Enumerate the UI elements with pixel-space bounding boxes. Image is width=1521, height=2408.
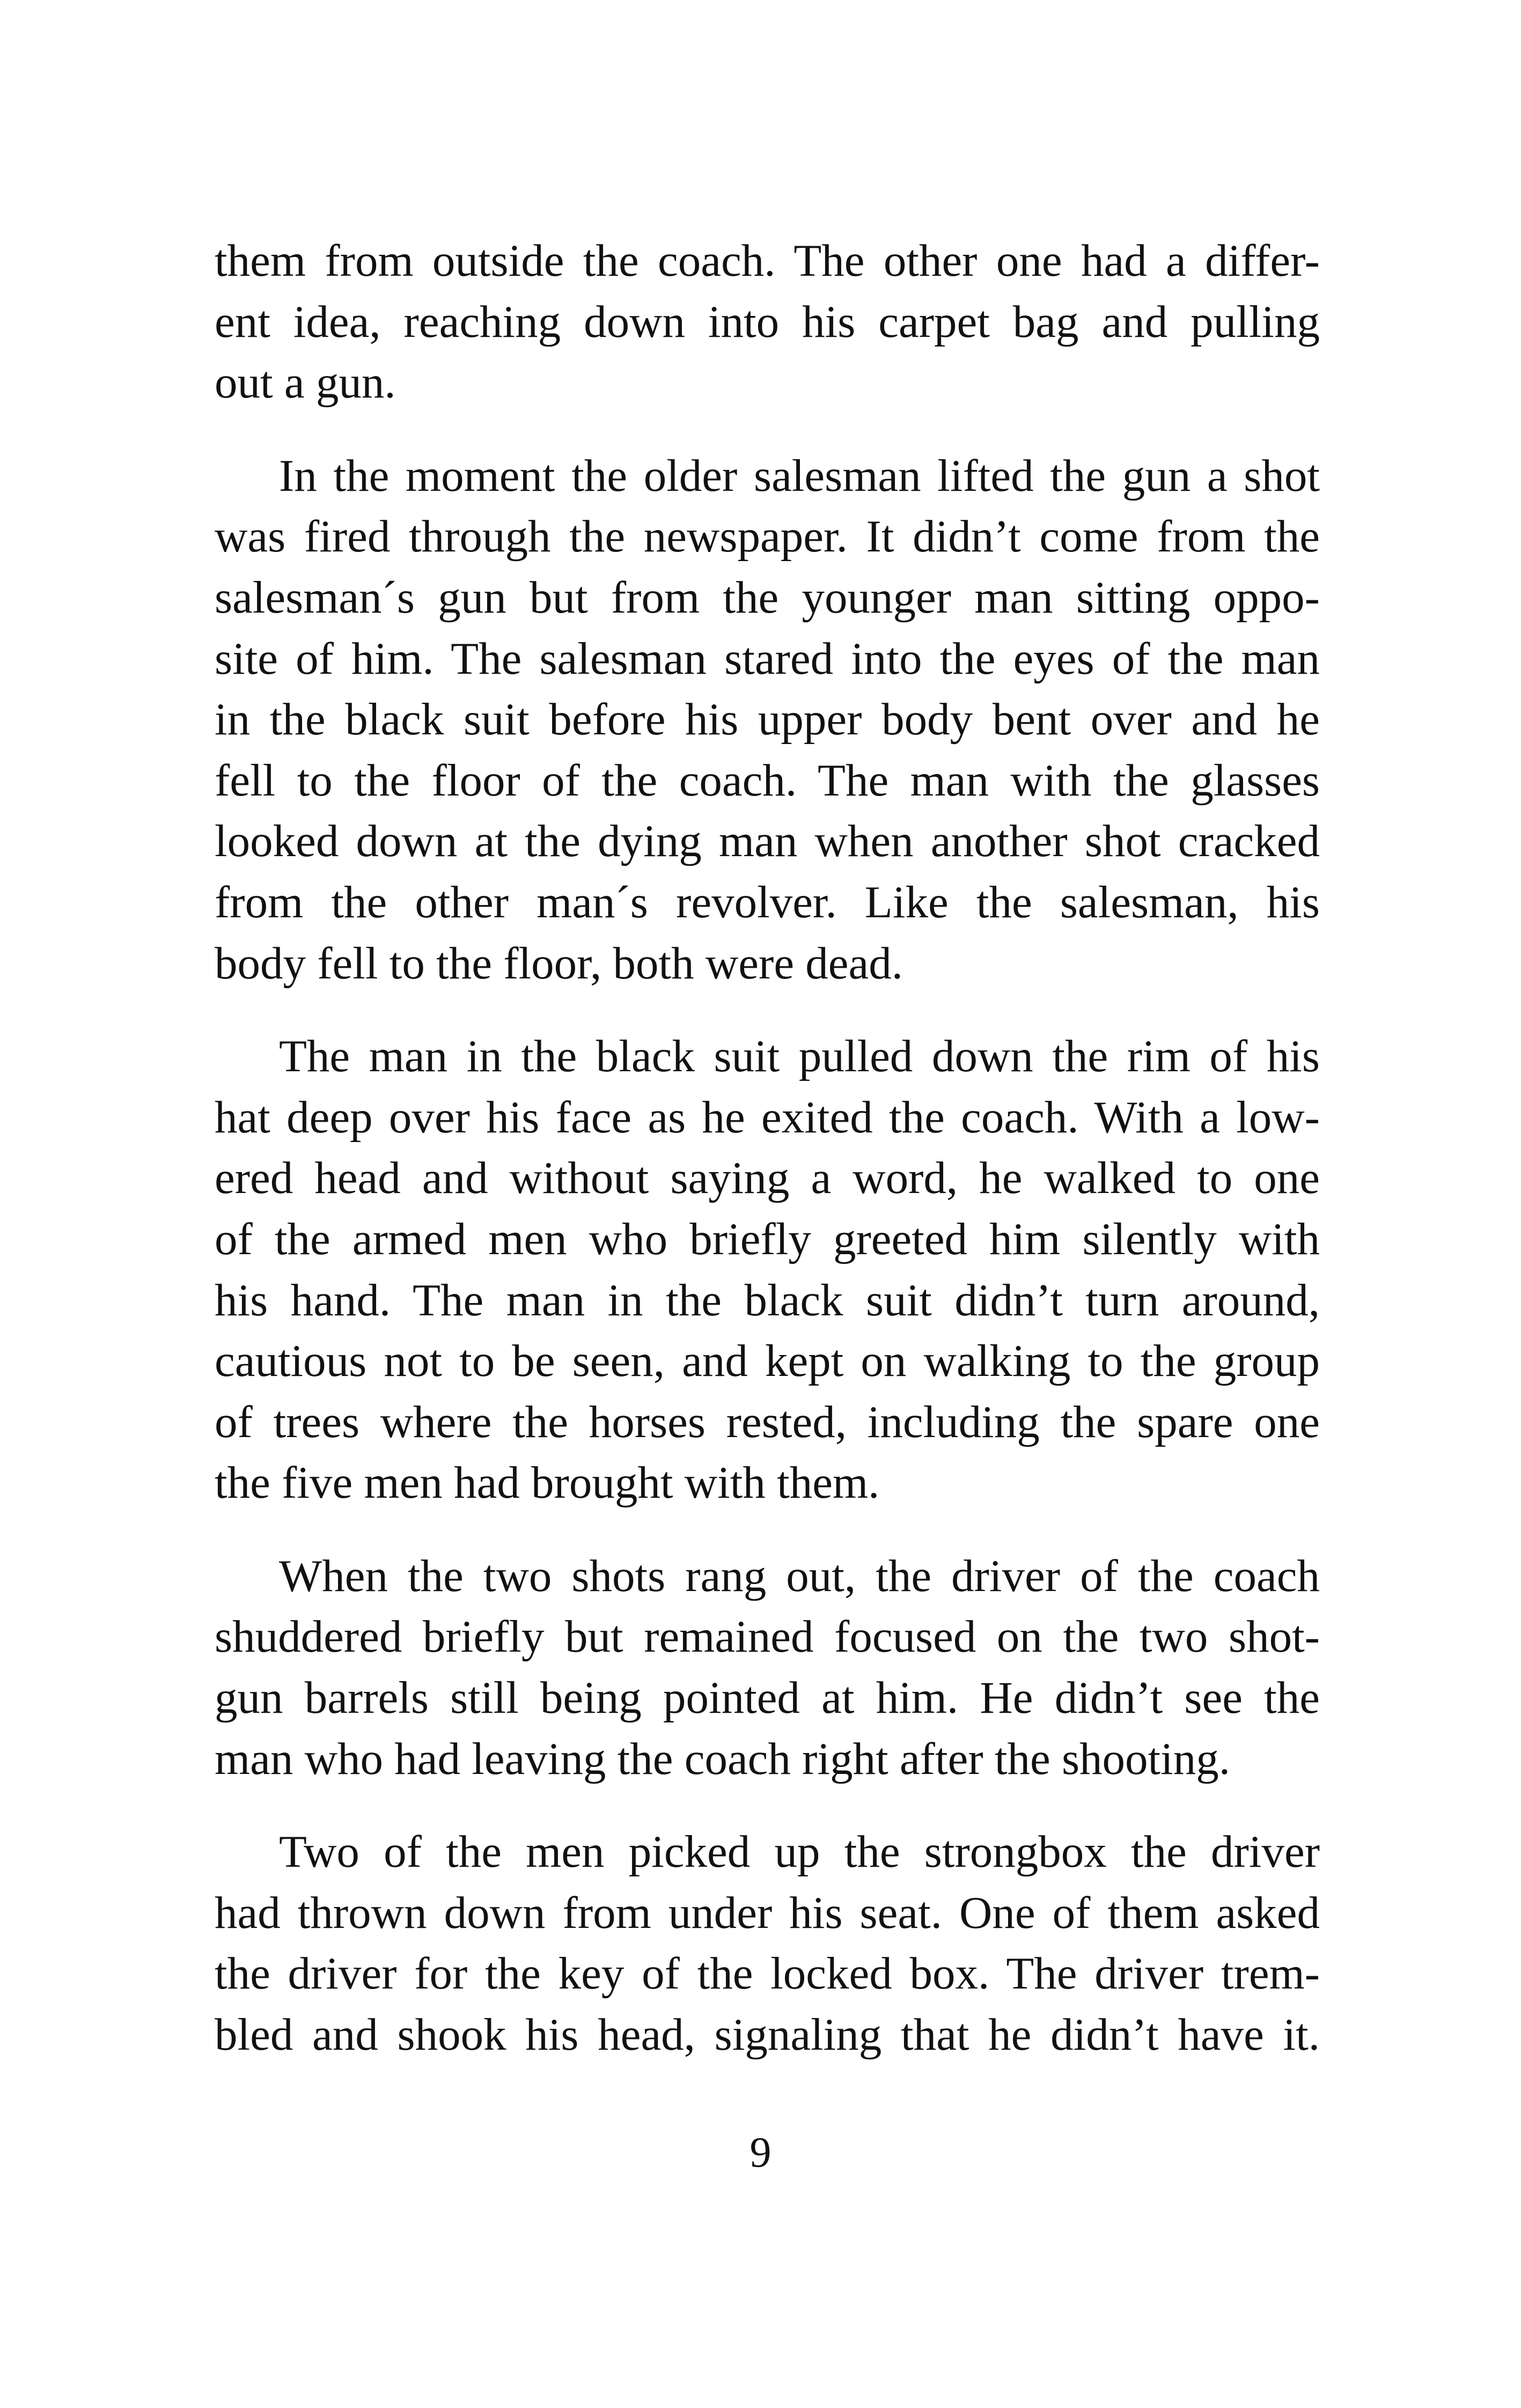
text-line: had thrown down from under his seat. One of them asked — [215, 1887, 1320, 1938]
text-line: ent idea, reaching down into his carpet bag and pulling — [215, 296, 1320, 347]
text-line: in the black suit before his upper body bent over and he — [215, 694, 1320, 745]
paragraph-3 — [215, 1026, 1320, 1514]
text-line: gun barrels still being pointed at him. He didn’t see the — [215, 1673, 1320, 1724]
text-line: When the two shots rang out, the driver of the coach — [279, 1550, 1320, 1601]
text-line: site of him. The salesman stared into the eyes of the man — [215, 633, 1320, 684]
text-line: was fired through the newspaper. It didn’t come from the — [215, 511, 1320, 562]
text-line: cautious not to be seen, and kept on walking to the group — [215, 1336, 1320, 1387]
paragraph-5 — [215, 1822, 1320, 2065]
text-line: out a gun. — [215, 357, 396, 408]
text-line: fell to the floor of the coach. The man with the glasses — [215, 755, 1320, 806]
paragraph-2 — [215, 446, 1320, 994]
paragraph-gap — [215, 994, 1320, 1026]
paragraph-gap — [215, 414, 1320, 446]
text-line: shuddered briefly but remained focused on the two shot- — [215, 1611, 1320, 1662]
paragraph-1 — [215, 231, 1320, 414]
text-line: ered head and without saying a word, he walked to one — [215, 1153, 1320, 1204]
body-text — [215, 231, 1320, 2066]
text-line: his hand. The man in the black suit didn’t turn around, — [215, 1275, 1320, 1325]
text-line: salesman´s gun but from the younger man sitting oppo- — [215, 572, 1320, 623]
page-number: 9 — [750, 2129, 771, 2176]
text-line: hat deep over his face as he exited the coach. With a low- — [215, 1092, 1320, 1143]
text-line: Two of the men picked up the strongbox the driver — [279, 1827, 1320, 1877]
text-line: them from outside the coach. The other one had a differ- — [215, 235, 1320, 286]
text-line: of trees where the horses rested, including the spare one — [215, 1396, 1320, 1447]
text-line: man who had leaving the coach right after the shooting. — [215, 1733, 1231, 1784]
paragraph-4 — [215, 1546, 1320, 1790]
text-line: of the armed men who briefly greeted him silently with — [215, 1213, 1320, 1264]
text-line: In the moment the older salesman lifted the gun a shot — [279, 450, 1320, 501]
paragraph-gap — [215, 1514, 1320, 1546]
paragraph-gap — [215, 1790, 1320, 1822]
text-line: looked down at the dying man when another shot cracked — [215, 816, 1320, 867]
text-line: the five men had brought with them. — [215, 1457, 880, 1508]
text-line: The man in the black suit pulled down the rim of his — [279, 1031, 1320, 1082]
text-line: bled and shook his head, signaling that he didn’t have it. — [215, 2009, 1320, 2060]
text-line: body fell to the floor, both were dead. — [215, 938, 903, 989]
text-line: from the other man´s revolver. Like the salesman, his — [215, 877, 1320, 927]
text-line: the driver for the key of the locked box. The driver trem- — [215, 1948, 1320, 1999]
